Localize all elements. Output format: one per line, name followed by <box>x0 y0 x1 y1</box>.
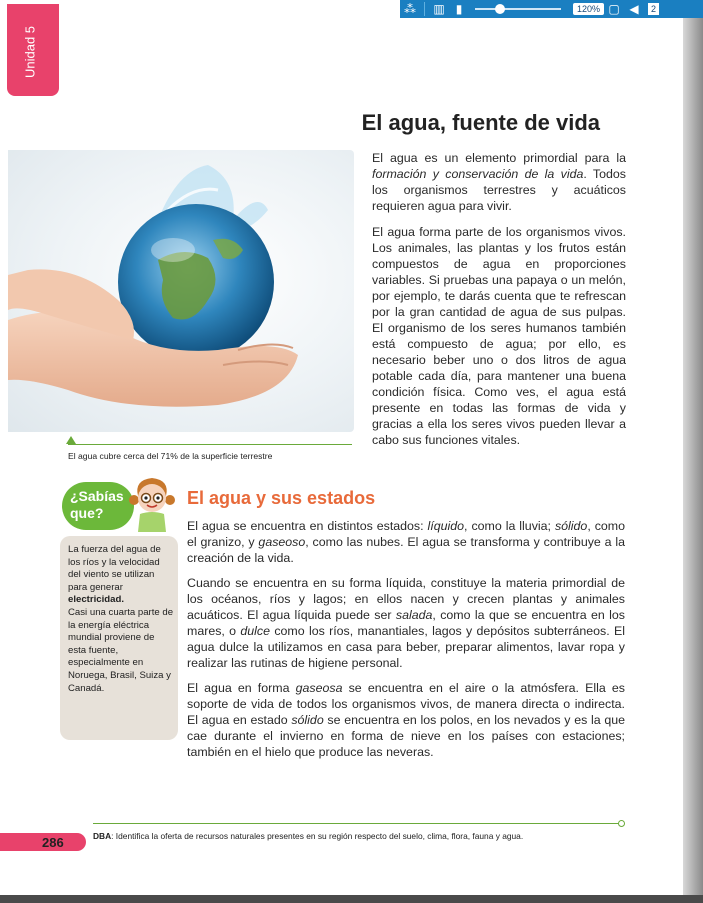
caption-marker <box>66 436 76 444</box>
unit-label: Unidad 5 <box>22 25 38 79</box>
intro-paragraph-2: El agua forma parte de los organismos vivos. Los animales, las plantas y los frutos están compuestos de agua en proporciones variables. Si pruebas una papaya o un melón, por ejemplo, te darás cuenta que te refrescan por la gran cantidad de agua de sus pulpas. El organismo de los seres humanos también está compuesto de agua; por ello, es necesario beber uno o dos litros de agua potable cada día, para mantener una buena condición física. Como ves, el agua está presente en todas las formas de vida y gracias a ella los seres vivos pueden llevar a cabo sus funciones vitales. <box>372 225 626 447</box>
zoom-slider[interactable] <box>475 8 561 10</box>
dba-text: : Identifica la oferta de recursos naturales presentes en su región respecto del suelo, clima, flora, fauna y agua. <box>111 831 524 841</box>
bold-term: electricidad. <box>68 594 124 606</box>
page-edge-shadow <box>683 0 703 903</box>
emphasis: sólido <box>554 519 588 533</box>
zoom-level[interactable]: 120% <box>573 3 604 15</box>
text-run: , como el granizo, y <box>187 519 626 549</box>
emphasis: dulce <box>240 624 271 638</box>
toolbar-divider <box>424 2 425 16</box>
share-icon[interactable]: ⁂ <box>404 2 416 16</box>
emphasis: salada <box>395 608 433 622</box>
text-run: como los ríos, manantiales, lagos y depósitos subterráneos. El agua dulce la utilizamos en casa para beber, preparar alimentos, lavar ropa y realizar las rutinas de higiene personal. <box>187 624 625 670</box>
sabias-title-line: ¿Sabías <box>70 488 124 504</box>
text-run: El agua en forma <box>187 681 296 695</box>
intro-text <box>372 150 626 458</box>
text-run: , como la que se encuentra en los mares, o <box>187 608 625 638</box>
emphasis: líquido <box>427 519 465 533</box>
section-paragraph-3 <box>187 680 625 760</box>
text-run: Casi una cuarta parte de la energía eléctrica mundial proviene de esta fuente, especialmente en Noruega, Brasil, Suiza y Canadá. <box>68 606 174 694</box>
text-run: El agua es un elemento primordial para la <box>372 151 626 165</box>
text-run: La fuerza del agua de los ríos y la velocidad del viento se utilizan para generar <box>68 544 161 593</box>
single-page-view-icon[interactable]: ▮ <box>455 2 463 16</box>
text-run: El agua se encuentra en distintos estados: <box>187 519 428 533</box>
emphasis: gaseosa <box>295 681 343 695</box>
girl-with-glasses-icon <box>128 474 176 532</box>
previous-page-icon[interactable]: ◀ <box>629 2 639 16</box>
text-run: se encuentra en los polos, en los nevados y es la que cae durante el invierno en forma de nieve en los países con estaciones; también en el hielo que produce las neveras. <box>187 713 625 759</box>
intro-paragraph-1 <box>372 150 626 214</box>
viewer-bottom-edge <box>0 895 703 903</box>
hands-holding-water-globe-illustration <box>8 150 354 432</box>
text-run: . Todos los organismos terrestres y acuáticos requieren agua para vivir. <box>372 167 626 213</box>
hero-image <box>8 150 354 432</box>
zoom-slider-handle[interactable] <box>495 4 505 14</box>
footer-rule-end <box>618 820 625 827</box>
two-page-view-icon[interactable]: ▥ <box>433 2 445 16</box>
text-run: se encuentra en el aire o la atmósfera. Ella es soporte de vida de todos los organismos vivos, de manera directa o indirecta. El agua en estado <box>187 681 625 727</box>
section-paragraph-2 <box>187 575 625 671</box>
footer-rule <box>93 823 621 824</box>
dba-note <box>93 831 523 841</box>
dba-label: DBA <box>93 831 112 841</box>
fullscreen-icon[interactable]: ▢ <box>608 2 620 16</box>
emphasis: formación y conservación de la vida <box>372 167 584 181</box>
sabias-que-title <box>70 488 132 522</box>
emphasis: gaseoso <box>258 535 306 549</box>
page-number: 286 <box>42 835 64 850</box>
section-paragraph-1 <box>187 518 625 566</box>
image-caption: El agua cubre cerca del 71% de la superficie terrestre <box>68 451 273 461</box>
section-text <box>187 518 625 769</box>
text-run: , como la lluvia; <box>464 519 555 533</box>
section-heading: El agua y sus estados <box>187 488 376 508</box>
page-number-field[interactable]: 2 <box>648 3 659 15</box>
caption-rule <box>68 444 352 445</box>
page-title: El agua, fuente de vida <box>361 110 600 135</box>
viewer-toolbar <box>400 0 703 18</box>
sabias-title-line: que? <box>70 505 104 521</box>
sabias-que-text <box>68 544 174 695</box>
text-run: , como las nubes. El agua se transforma y contribuye a la creación de la vida. <box>187 535 626 565</box>
emphasis: sólido <box>291 713 324 727</box>
text-run: Cuando se encuentra en su forma líquida, constituye la materia primordial de los océanos, ríos y lagos; en ellos nacen y crecen plantas y animales acuáticos. El agua líquida puede ser <box>187 576 625 622</box>
